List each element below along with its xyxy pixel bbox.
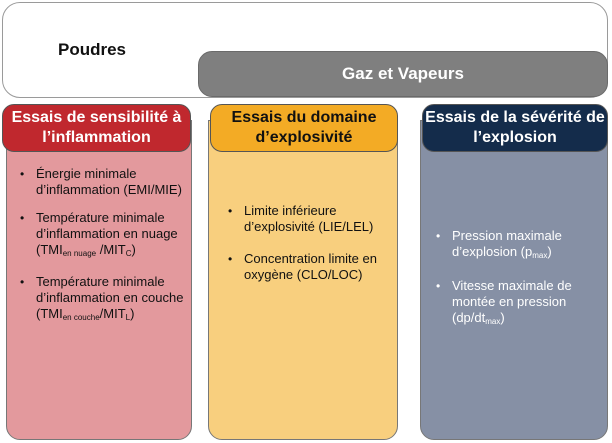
sensibilite-header: Essais de sensibilité à l’inflammation (2, 104, 191, 152)
gaz-vapeurs-banner: Gaz et Vapeurs (198, 51, 608, 97)
list-item-emi: • Énergie minimale d’inflammation (EMI/MIE) (16, 166, 188, 198)
list-item-clo: • Concentration limite en oxygène (CLO/LOC) (224, 251, 396, 283)
poudres-label: Poudres (58, 40, 127, 59)
explosivite-header: Essais du domaine d’explosivité (210, 104, 398, 152)
tmi-nuage-text: Température minimale d’inflammation en nuage (36, 210, 178, 241)
severite-header: Essais de la sévérité de l’explosion (422, 104, 608, 152)
list-item-tmi-nuage (16, 210, 188, 262)
list-item-dpdt: • Vitesse maximale de montée en pression $(dp/dt_{max})$ (432, 278, 606, 330)
explosivite-list (224, 203, 396, 299)
tmi-couche-text: Température minimale d’inflammation en couche (36, 274, 184, 305)
list-item-pmax: • Pression maximale d’explosion $(p_{max})$ (432, 228, 606, 264)
sensibilite-list (16, 166, 188, 338)
list-item-lie: • Limite inférieure d’explosivité (LIE/LEL) (224, 203, 396, 235)
tmi-couche-formula: $(TMI_{en couche}/MIT_L)$ (36, 306, 135, 322)
severite-list (432, 228, 606, 344)
tmi-nuage-formula: ($TMI_{en nuage}$ $/MIT_C$) (36, 242, 136, 258)
list-item-tmi-couche (16, 274, 188, 326)
